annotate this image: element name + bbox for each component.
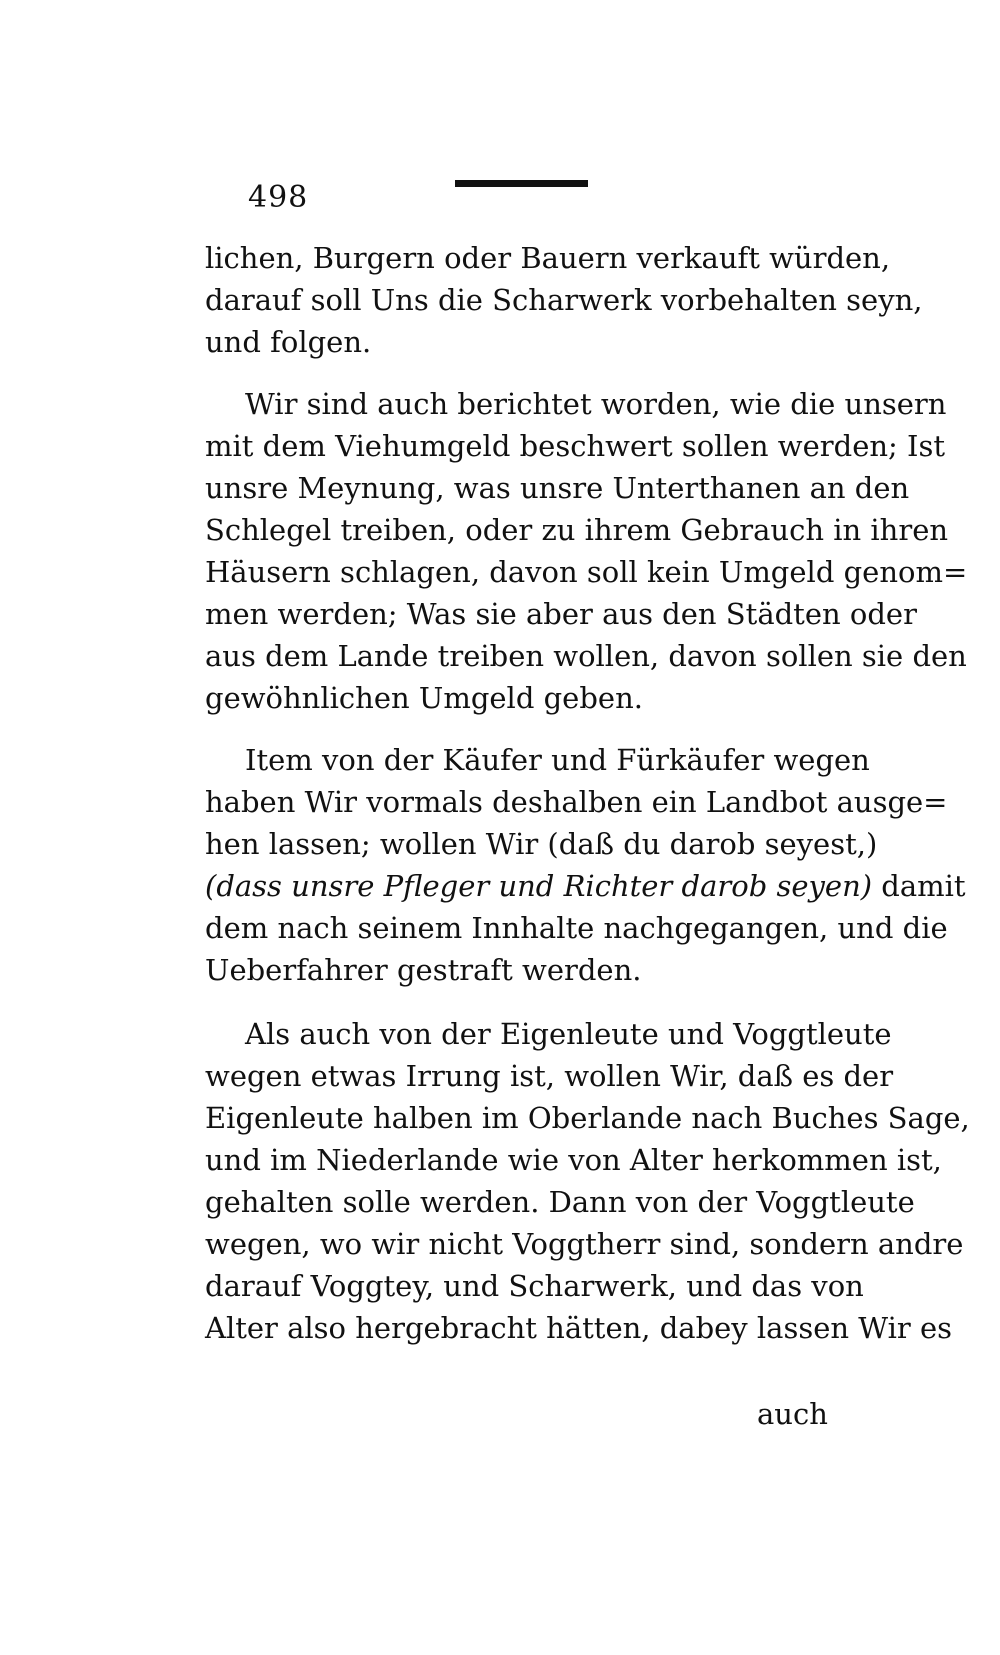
header-rule [455,180,588,187]
text-line: Wir sind auch berichtet worden, wie die unsern [245,387,947,421]
text-line: lichen, Burgern oder Bauern verkauft würden, [205,241,891,275]
text-line: dem nach seinem Innhalte nachgegangen, und die [205,911,948,945]
text-line: Alter also hergebracht hätten, dabey lassen Wir es [205,1311,952,1345]
catchword: auch [757,1397,828,1431]
text-line: wegen, wo wir nicht Voggtherr sind, sondern andre [205,1227,964,1261]
text-line: darauf Voggtey, und Scharwerk, und das von [205,1269,864,1303]
text-line: wegen etwas Irrung ist, wollen Wir, daß es der [205,1059,894,1093]
text-line: gewöhnlichen Umgeld geben. [205,681,643,715]
text-line-italic [205,864,966,908]
text-line: unsre Meynung, was unsre Unterthanen an den [205,471,910,505]
text-line: aus dem Lande treiben wollen, davon sollen sie den [205,639,967,673]
italic-gloss: (dass unsre Pfleger und Richter darob seyen) [205,869,873,903]
text-line: Ueberfahrer gestraft werden. [205,953,642,987]
text-line: Eigenleute halben im Oberlande nach Buches Sage, [205,1101,970,1135]
text-line: Schlegel treiben, oder zu ihrem Gebrauch in ihren [205,513,949,547]
text-line: men werden; Was sie aber aus den Städten oder [205,597,917,631]
text-line: darauf soll Uns die Scharwerk vorbehalten seyn, [205,283,923,317]
text-line: gehalten solle werden. Dann von der Voggtleute [205,1185,915,1219]
text-line: haben Wir vormals deshalben ein Landbot ausge= [205,785,948,819]
text-line: Häusern schlagen, davon soll kein Umgeld genom= [205,555,968,589]
text-line: Als auch von der Eigenleute und Voggtleute [245,1017,892,1051]
text-line: mit dem Viehumgeld beschwert sollen werden; Ist [205,429,946,463]
roman-tail: damit [872,869,966,903]
text-line: und im Niederlande wie von Alter herkommen ist, [205,1143,942,1177]
text-line: und folgen. [205,325,372,359]
page-number: 498 [248,180,309,215]
text-line: hen lassen; wollen Wir (daß du darob seyest,) [205,827,878,861]
text-line: Item von der Käufer und Fürkäufer wegen [245,743,870,777]
